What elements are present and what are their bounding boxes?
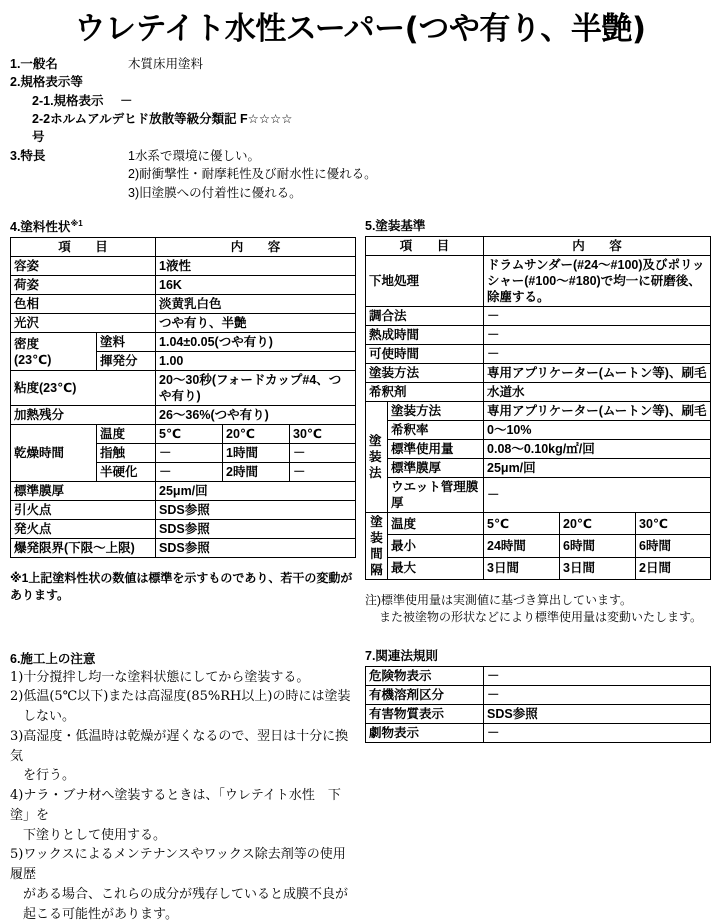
row-label: 塗装方法	[388, 401, 484, 420]
table-row	[11, 276, 356, 295]
related-laws-table	[365, 666, 711, 743]
table-header-row	[11, 238, 356, 257]
section5-note-line2: また被塗物の形状などにより標準使用量は変動いたします。	[379, 610, 703, 625]
precaution-head: 2)低温(5℃以下)または高湿度(85%RH以上)の時には塗装	[10, 689, 351, 705]
row-label: 希釈剤	[366, 382, 484, 401]
row-value: 1液性	[156, 257, 356, 276]
page-title: ウレテイト水性スーパー(つや有り、半艶)	[74, 11, 646, 47]
row-value: SDS参照	[156, 520, 356, 539]
feature-item: 2)耐衝撃性・耐摩耗性及び耐水性に優れる。	[128, 167, 377, 182]
density-label-line2: (23℃)	[14, 352, 52, 367]
feature-item: 3)旧塗膜への付着性に優れる。	[128, 186, 302, 201]
row-value: －	[484, 477, 711, 512]
row-label: 引火点	[11, 501, 156, 520]
list-item	[10, 786, 355, 845]
section5-title: 5.塗装基準	[365, 218, 426, 233]
row-label: 光沢	[11, 314, 156, 333]
density-sub-value-volatile: 1.00	[156, 352, 356, 371]
formaldehyde-label: 2-2ホルムアルデヒド放散等級分類記号	[32, 111, 237, 145]
header-row-features	[10, 147, 710, 203]
table-row-drying-temp	[11, 425, 356, 444]
table-row-interval-temp	[366, 512, 711, 534]
interval-temp-30c: 30℃	[636, 512, 711, 534]
row-label: 加熱残分	[11, 406, 156, 425]
col-header-item: 項 目	[366, 236, 484, 255]
table-row	[366, 666, 711, 685]
list-item	[10, 727, 355, 786]
row-value: 0〜10%	[484, 420, 711, 439]
standard-display-value: －	[120, 93, 133, 108]
column-bottom-left	[10, 649, 355, 924]
interval-value: 3日間	[484, 557, 560, 579]
row-value: 専用アプリケーター(ムートン等)、刷毛	[484, 401, 711, 420]
table-row-standard-thickness	[366, 458, 711, 477]
precaution-head: 3)高湿度・低温時は乾燥が遅くなるので、翌日は十分に換気	[10, 728, 349, 764]
drying-temp-20c: 20℃	[223, 425, 290, 444]
precaution-cont: がある場合、これらの成分が残存していると成膜不良が	[23, 886, 349, 902]
header-row-formaldehyde	[10, 110, 710, 147]
general-name-value: 木質床用塗料	[128, 56, 204, 71]
table-row-heat-residue	[11, 406, 356, 425]
drying-value: －	[290, 444, 356, 463]
row-label: 容姿	[11, 257, 156, 276]
row-value: SDS参照	[156, 539, 356, 558]
row-value: 26〜36%(つや有り)	[156, 406, 356, 425]
row-value: －	[484, 723, 711, 742]
interval-row-label: 最大	[388, 557, 484, 579]
drying-value: －	[290, 463, 356, 482]
interval-value: 6時間	[636, 535, 711, 557]
table-row	[11, 539, 356, 558]
precaution-cont: しない。	[23, 709, 76, 725]
section6-title: 6.施工上の注意	[10, 651, 96, 666]
feature-item: 1水系で環境に優しい。	[128, 148, 260, 163]
table-row	[11, 295, 356, 314]
density-sub-label-paint: 塗料	[97, 333, 156, 352]
paint-properties-table	[10, 237, 356, 558]
interval-temp-5c: 5℃	[484, 512, 560, 534]
table-row	[366, 723, 711, 742]
row-label: 標準膜厚	[388, 458, 484, 477]
table-row-wet-thickness	[366, 477, 711, 512]
density-label-line1: 密度	[14, 336, 40, 351]
precaution-head: 4)ナラ・ブナ材へ塗装するときは、「ウレテイト水性 下塗」を	[10, 788, 341, 823]
table-row-method-application	[366, 401, 711, 420]
table-row-interval-min	[366, 535, 711, 557]
table-row-interval-max	[366, 557, 711, 579]
drying-time-label: 乾燥時間	[11, 425, 97, 482]
row-value: つや有り、半艶	[156, 314, 356, 333]
section4-title-superscript: ※1	[70, 218, 83, 228]
drying-row-label: 半硬化	[97, 463, 156, 482]
row-value: SDS参照	[156, 501, 356, 520]
document-page	[0, 10, 720, 922]
table-row-density-paint	[11, 333, 356, 352]
substrate-value: ドラムサンダー(#24〜#100)及びポリッシャー(#100〜#180)で均一に研磨後、除塵する。	[484, 255, 711, 306]
coating-method-vertical-label	[366, 401, 388, 512]
interval-temp-20c: 20℃	[560, 512, 636, 534]
section5-note-line1: 注)標準使用量は実測値に基づき算出しています。	[365, 592, 633, 607]
row-label: 標準使用量	[388, 439, 484, 458]
table-row	[366, 704, 711, 723]
interval-row-label: 最小	[388, 535, 484, 557]
row-value: －	[484, 325, 711, 344]
table-row	[366, 344, 711, 363]
table-row-substrate	[366, 255, 711, 306]
col-header-item: 項 目	[11, 238, 156, 257]
row-value: 25μm/回	[484, 458, 711, 477]
drying-temp-30c: 30℃	[290, 425, 356, 444]
interval-temp-label: 温度	[388, 512, 484, 534]
table-row	[11, 257, 356, 276]
header-row-standard-display	[10, 92, 710, 110]
drying-value: 2時間	[223, 463, 290, 482]
header-info-block	[10, 55, 710, 203]
list-item	[10, 668, 355, 688]
row-label: 危険物表示	[366, 666, 484, 685]
general-name-label: 1.一般名	[10, 56, 58, 71]
section4-title	[10, 219, 355, 235]
col-header-content: 内 容	[156, 238, 356, 257]
drying-value: －	[156, 444, 223, 463]
row-value: 水道水	[484, 382, 711, 401]
table-row	[366, 363, 711, 382]
precaution-cont: 下塗りとして使用する。	[23, 827, 167, 843]
vertical-char: 法	[369, 465, 382, 480]
section5-note	[365, 592, 710, 627]
table-header-row	[366, 236, 711, 255]
header-row-standards	[10, 73, 710, 91]
table-row	[366, 306, 711, 325]
features-label: 3.特長	[10, 148, 46, 163]
drying-value: －	[156, 463, 223, 482]
table-row-dilution-rate	[366, 420, 711, 439]
column-bottom-right	[365, 649, 710, 743]
row-value: 淡黄乳白色	[156, 295, 356, 314]
row-value: 25μm/回	[156, 482, 356, 501]
row-value: 専用アプリケーター(ムートン等)、刷毛	[484, 363, 711, 382]
vertical-char: 装	[369, 449, 382, 464]
row-label: 有害物質表示	[366, 704, 484, 723]
row-label: 標準膜厚	[11, 482, 156, 501]
standards-label: 2.規格表示等	[10, 75, 83, 90]
drying-value: 1時間	[223, 444, 290, 463]
row-label: 有機溶剤区分	[366, 685, 484, 704]
table-row	[366, 685, 711, 704]
row-value: －	[484, 685, 711, 704]
row-value: 16K	[156, 276, 356, 295]
section4-title-text: 4.塗料性状	[10, 220, 71, 235]
standard-display-label: 2-1.規格表示	[32, 93, 104, 108]
interval-value: 2日間	[636, 557, 711, 579]
table-row-viscosity	[11, 371, 356, 406]
list-item	[10, 845, 355, 924]
row-label: 色相	[11, 295, 156, 314]
column-left	[10, 219, 355, 605]
table-row	[366, 325, 711, 344]
row-label: ウエット管理膜厚	[388, 477, 484, 512]
row-value: －	[484, 344, 711, 363]
section4-note: ※1上記塗料性状の数値は標準を示すものであり、若干の変動があります。	[10, 571, 353, 603]
coating-interval-label: 塗装間隔	[366, 512, 388, 579]
table-row	[11, 501, 356, 520]
row-value: －	[484, 306, 711, 325]
interval-value: 6時間	[560, 535, 636, 557]
features-list	[128, 147, 710, 203]
row-value: 20〜30秒(フォードカップ#4、つや有り)	[156, 371, 356, 406]
drying-temp-label: 温度	[97, 425, 156, 444]
table-row	[366, 382, 711, 401]
col-header-content: 内 容	[484, 236, 711, 255]
bottom-sections	[10, 649, 710, 924]
coating-standard-table	[365, 236, 711, 580]
precaution-head: 1)十分撹拌し均一な塗料状態にしてから塗装する。	[10, 669, 310, 685]
row-label: 熱成時間	[366, 325, 484, 344]
vertical-char: 塗	[369, 433, 382, 448]
density-label	[11, 333, 97, 371]
precautions-list	[10, 668, 355, 924]
section7-title: 7.関連法規則	[365, 648, 438, 663]
precaution-cont: 起こる可能性があります。	[23, 906, 178, 922]
row-value: SDS参照	[484, 704, 711, 723]
precaution-head: 5)ワックスによるメンテナンスやワックス除去剤等の使用履歴	[10, 847, 346, 883]
row-label: 粘度(23℃)	[11, 371, 156, 406]
table-row	[11, 482, 356, 501]
row-label: 荷姿	[11, 276, 156, 295]
header-row-general-name	[10, 55, 710, 73]
drying-temp-5c: 5℃	[156, 425, 223, 444]
row-value: 0.08〜0.10kg/㎡/回	[484, 439, 711, 458]
table-row-standard-usage	[366, 439, 711, 458]
substrate-label: 下地処理	[366, 255, 484, 306]
row-label: 塗装方法	[366, 363, 484, 382]
precaution-cont: を行う。	[23, 768, 76, 784]
column-right	[365, 219, 710, 627]
row-label: 可使時間	[366, 344, 484, 363]
drying-row-label: 指触	[97, 444, 156, 463]
formaldehyde-value: F☆☆☆☆	[240, 111, 293, 126]
density-sub-label-volatile: 揮発分	[97, 352, 156, 371]
list-item	[10, 687, 355, 727]
interval-value: 3日間	[560, 557, 636, 579]
density-sub-value-paint: 1.04±0.05(つや有り)	[156, 333, 356, 352]
row-value: －	[484, 666, 711, 685]
row-label: 調合法	[366, 306, 484, 325]
row-label: 爆発限界(下限〜上限)	[11, 539, 156, 558]
table-row	[11, 520, 356, 539]
row-label: 劇物表示	[366, 723, 484, 742]
row-label: 希釈率	[388, 420, 484, 439]
row-label: 発火点	[11, 520, 156, 539]
table-row	[11, 314, 356, 333]
interval-value: 24時間	[484, 535, 560, 557]
main-columns	[10, 219, 710, 627]
